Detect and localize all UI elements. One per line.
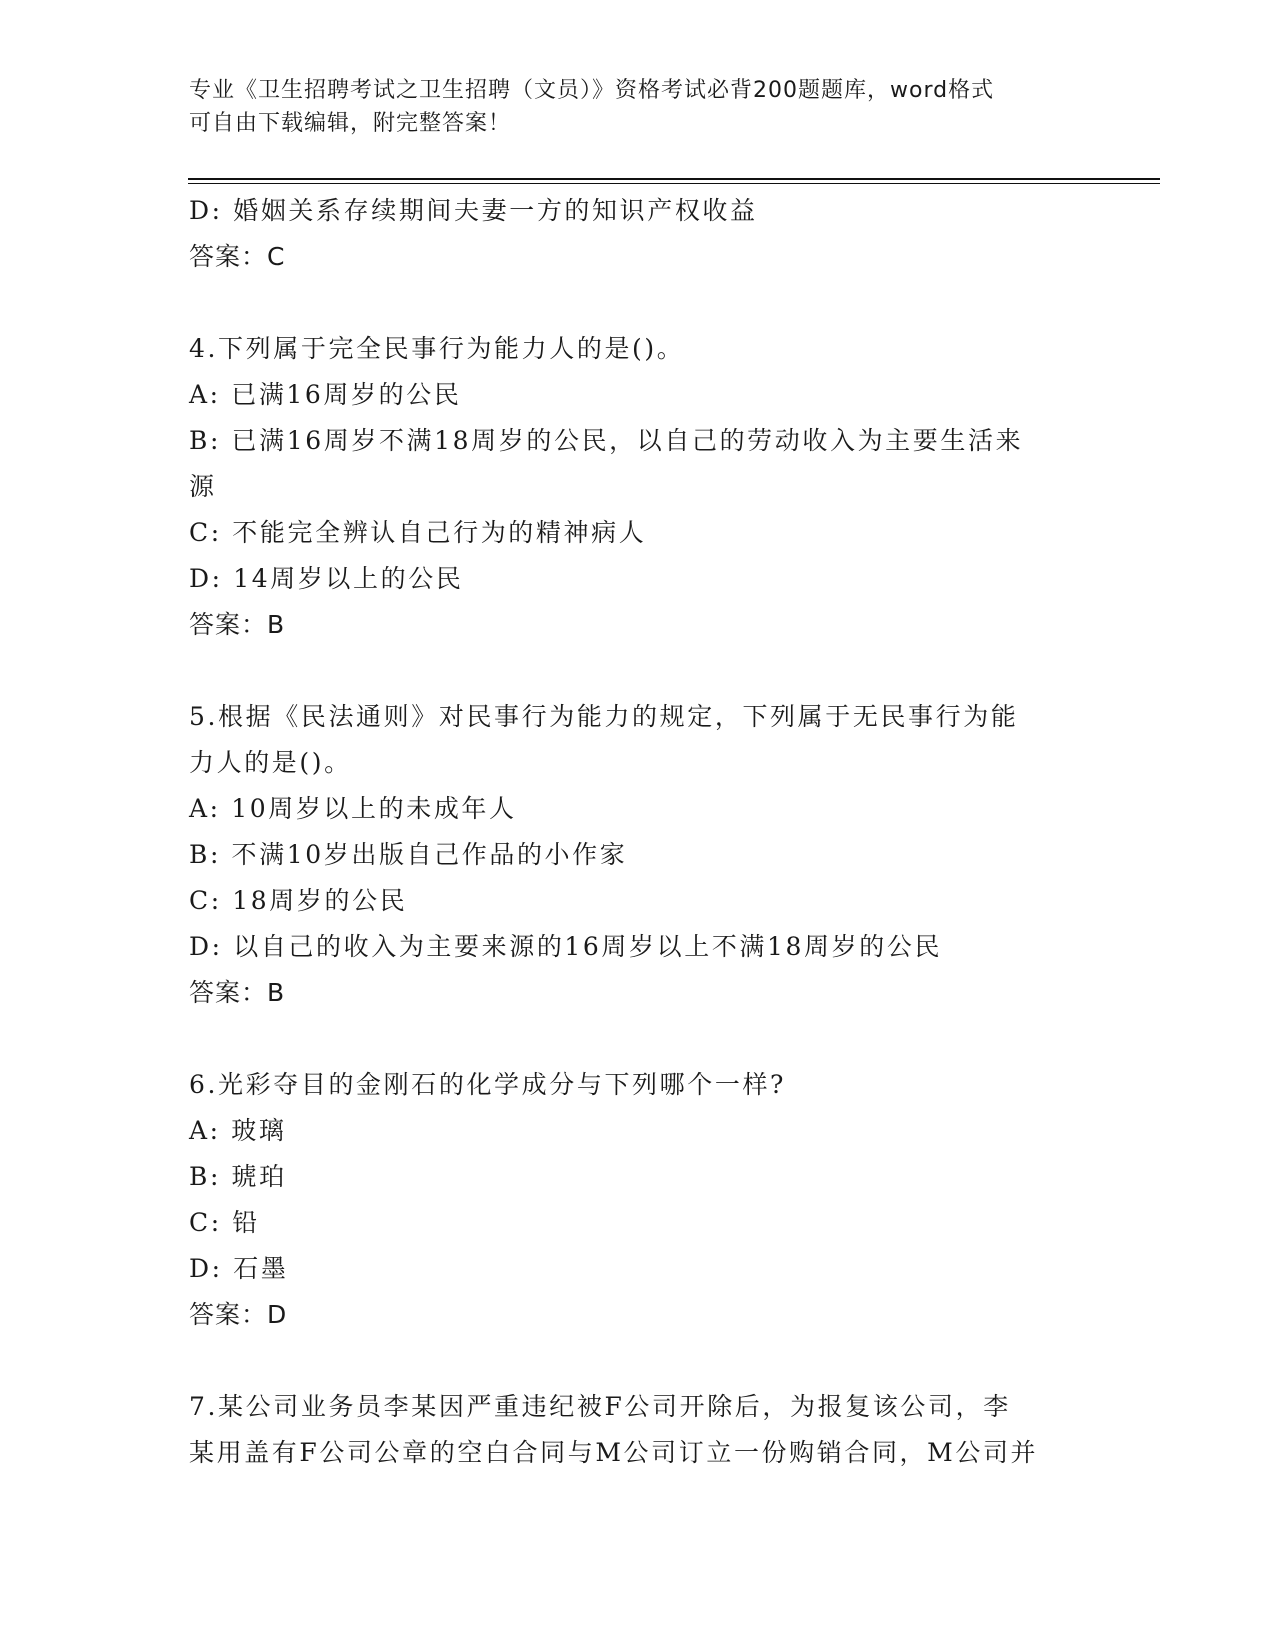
document-header: [189, 74, 1089, 140]
option-d: D: 婚姻关系存续期间夫妻一方的知识产权收益: [189, 196, 758, 225]
header-line-1: 专业《卫生招聘考试之卫生招聘（文员）》资格考试必背200题题库，word格式: [189, 78, 995, 103]
spacer: [189, 1016, 1089, 1062]
question-7-continued: 某用盖有F公司公章的空白合同与M公司订立一份购销合同，M公司并: [189, 1438, 1039, 1467]
question-5-continued: 力人的是()。: [189, 748, 352, 777]
header-divider-thick: [188, 178, 1160, 180]
spacer: [189, 648, 1089, 694]
answer-line: 答案：D: [189, 1300, 288, 1329]
header-divider-thin: [188, 183, 1160, 184]
option-c: C: 不能完全辨认自己行为的精神病人: [189, 518, 647, 547]
option-c: C: 铅: [189, 1208, 260, 1237]
option-c: C: 18周岁的公民: [189, 886, 408, 915]
option-b-continued: 源: [189, 472, 217, 501]
answer-line: 答案：C: [189, 242, 286, 271]
option-b: B: 不满10岁出版自己作品的小作家: [189, 840, 628, 869]
option-a: A: 已满16周岁的公民: [189, 380, 462, 409]
option-d: D: 石墨: [189, 1254, 289, 1283]
header-line-2: 可自由下载编辑，附完整答案！: [189, 111, 512, 136]
answer-line: 答案：B: [189, 610, 286, 639]
option-b: B: 已满16周岁不满18周岁的公民，以自己的劳动收入为主要生活来: [189, 426, 1024, 455]
spacer: [189, 280, 1089, 326]
question-5: 5.根据《民法通则》对民事行为能力的规定，下列属于无民事行为能: [189, 702, 1019, 731]
option-b: B: 琥珀: [189, 1162, 287, 1191]
question-6: 6.光彩夺目的金刚石的化学成分与下列哪个一样?: [189, 1070, 787, 1099]
question-7: 7.某公司业务员李某因严重违纪被F公司开除后，为报复该公司，李: [189, 1392, 1011, 1421]
option-d: D: 以自己的收入为主要来源的16周岁以上不满18周岁的公民: [189, 932, 943, 961]
answer-line: 答案：B: [189, 978, 286, 1007]
option-d: D: 14周岁以上的公民: [189, 564, 464, 593]
question-4: 4.下列属于完全民事行为能力人的是()。: [189, 334, 685, 363]
option-a: A: 玻璃: [189, 1116, 287, 1145]
document-body: [189, 188, 1089, 1476]
option-a: A: 10周岁以上的未成年人: [189, 794, 517, 823]
spacer: [189, 1338, 1089, 1384]
